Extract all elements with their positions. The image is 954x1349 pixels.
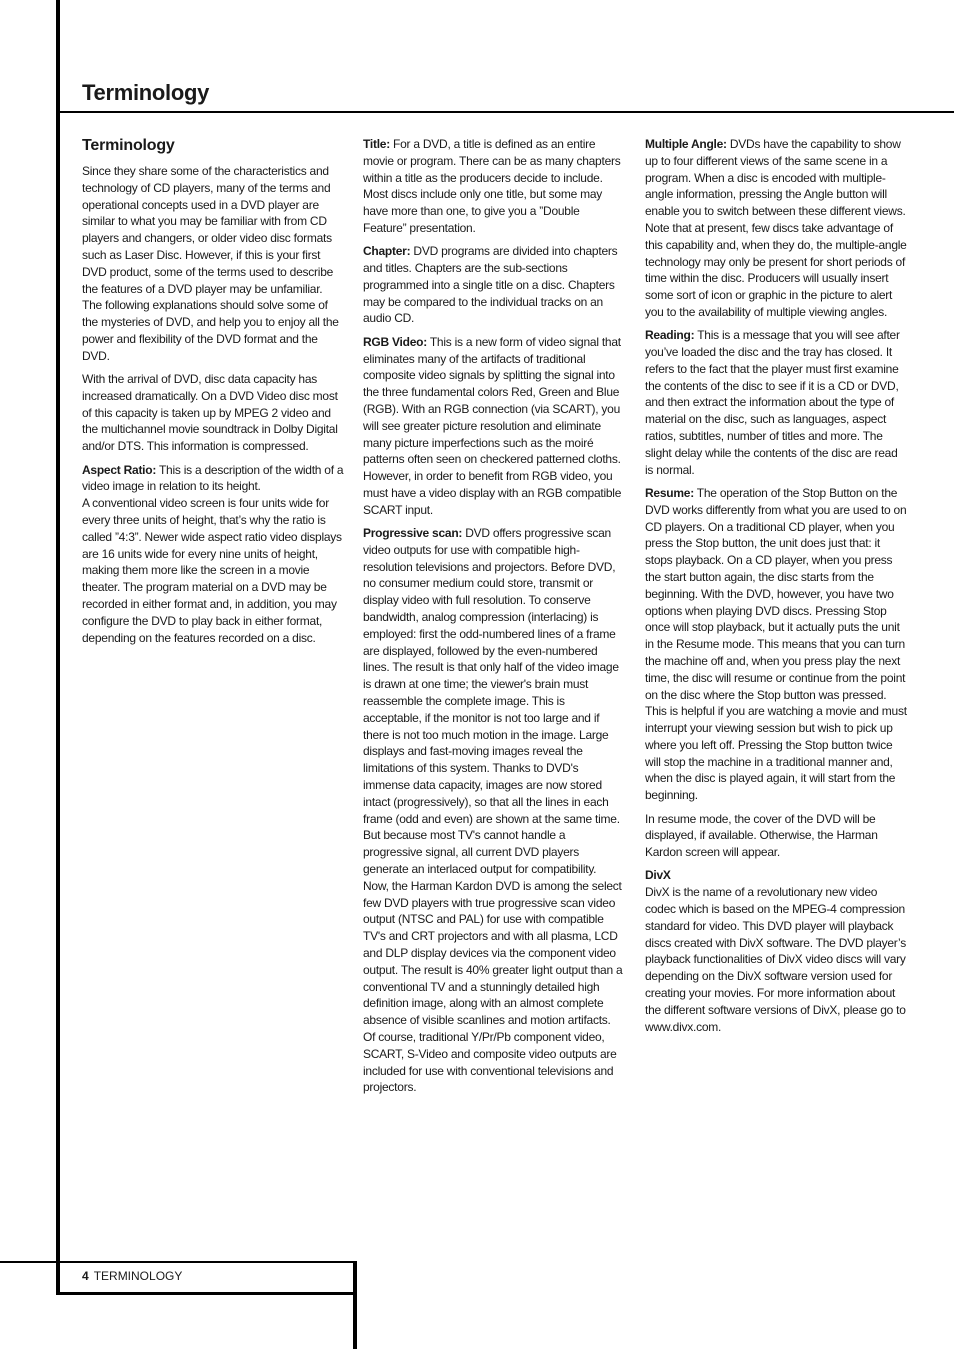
resume-text: The operation of the Stop Button on the DVD works differently from what you are used to on CD players. On a traditional CD player, when you press the Stop button, the unit does just that: it stops playback. On a CD player, when you press the start button again, the disc starts from the beginning. With the DVD, however, you have two options when playing DVD discs. Pressing Stop once will stop playback, but it actually puts the unit in the Resume mode. This means that you can turn the machine off and, when you press play the next time, the disc will resume or continue from the point on the disc where the Stop button was pressed. This is helpful if you are watching a movie and must interrupt your viewing session but wish to pick up where you left off. Pressing the Stop button twice will stop the machine in a traditional manner and, when the disc is played again, it will start from the beginning. (645, 485, 907, 803)
column-2 (363, 136, 625, 1103)
resume-term: Resume: (645, 485, 694, 500)
header-rule (58, 111, 954, 113)
reading-term: Reading: (645, 328, 695, 343)
divx-term: DivX (645, 868, 671, 883)
rgb-video-entry (363, 334, 625, 519)
reading-text: This is a message that you will see after you’ve loaded the disc and the tray has closed. It refers to the fact that the player must first examine the contents of the disc to see if it is a CD or DVD, and then extract the information about the type of material on the disc, such as languages, aspect ratios, subtitles, number of titles and more. The slight delay while the contents of the disc are read is normal. (645, 328, 900, 477)
section-heading: Terminology (82, 137, 175, 154)
resume-mode-paragraph: In resume mode, the cover of the DVD will be displayed, if available. Otherwise, the Harman Kardon screen will appear. (645, 811, 878, 860)
resume-entry (645, 485, 907, 804)
rgb-video-term: RGB Video: (363, 334, 427, 349)
aspect-ratio-entry (82, 462, 344, 647)
intro-paragraph: Since they share some of the characteristics and technology of CD players, many of the terms and operational concepts used in a DVD player are similar to what you may be familiar with from CD players and changers, or older video disc formats such as Laser Disc. However, if this is your first DVD product, some of the terms used to describe the features of a DVD player may be unfamiliar. The following explanations should solve some of the mysteries of DVD, and help you to enjoy all the power and flexibility of the DVD format and the DVD. (82, 164, 339, 363)
column-1 (82, 136, 344, 653)
column-3 (645, 136, 907, 1042)
multiple-angle-term: Multiple Angle: (645, 137, 727, 151)
footer-rule-bottom (58, 1292, 357, 1295)
multiple-angle-text: DVDs have the capability to show up to four different views of the same scene in a program. When a disc is encoded with multiple-angle information, pressing the Angle button will enable you to switch between these different views. Note that at present, few discs take advantage of this capability and, when they do, the multiple-angle technology may only be present for short periods of time within the disc. Producers will usually insert some sort of icon or graphic in the picture to alert you to the availability of multiple viewing angles. (645, 137, 907, 319)
chapter-term: Chapter: (363, 244, 411, 259)
divx-text: DivX is the name of a revolutionary new video codec which is based on the MPEG-4 compression standard for video. This DVD player will playback discs created with DivX software. The DVD player’s playback functionalities of DivX video discs will vary depending on the DivX software version used for creating your movies. For more information about the different software versions of DivX, please go to www.divx.com. (645, 885, 906, 1034)
progressive-scan-entry (363, 525, 625, 1096)
reading-entry (645, 327, 907, 478)
page-title: Terminology (82, 80, 210, 105)
footer-rule-top (0, 1261, 357, 1263)
title-text: For a DVD, a title is defined as an entire movie or program. There can be as many chapters within a title as the producers decide to include. Most discs include only one title, but some may have more than one, to give you a ”Double Feature” presentation. (363, 137, 621, 235)
progressive-scan-text: DVD offers progressive scan video outputs for use with compatible high-resolution televisions and projectors. Before DVD, no consumer medium could store, transmit or display video with full resolution. To conserve bandwidth, analog compression (interlacing) is employed: first the odd-numbered lines of a frame are displayed, followed by the even-numbered lines. The result is that only half of the video image is drawn at one time; the viewer's brain must reassemble the complete image. This is acceptable, if the monitor is not too large and if there is not too much motion in the image. Large displays and fast-moving images reveal the limitations of this system. Thanks to DVD's immense data capacity, images are now stored intact (progressively), so that all the lines in each frame (odd and even) are shown at the same time. But because most TV's cannot handle a progressive signal, all current DVD players generate an interlaced output for compatibility. Now, the Harman Kardon DVD is among the select few DVD players with true progressive scan video output (NTSC and PAL) for use with compatible TV's and CRT projectors and with all plasma, LCD and DLP display devices via the component video output. The result is 40% greater light output than a conventional TV and a stunningly detailed high definition image, along with an almost complete absence of visible scanlines and motion artifacts. Of course, traditional Y/Pr/Pb component video, SCART, S-Video and composite video outputs are included for use with conventional televisions and projectors. (363, 526, 623, 1095)
divx-entry (645, 867, 907, 1035)
aspect-ratio-term: Aspect Ratio: (82, 462, 157, 477)
multiple-angle-entry (645, 136, 907, 321)
title-term: Title: (363, 137, 390, 151)
progressive-scan-term: Progressive scan: (363, 526, 463, 541)
page-number: 4 (82, 1269, 89, 1283)
footer-vertical-bar (353, 1261, 357, 1349)
left-margin-bar (56, 0, 60, 1295)
page-footer (82, 1268, 182, 1284)
footer-section-label: TERMINOLOGY (93, 1269, 183, 1283)
chapter-text: DVD programs are divided into chapters and titles. Chapters are the sub-sections programmed into a single title on a disc. Chapters may be compared to the individual tracks on an audio CD. (363, 244, 618, 326)
capacity-paragraph: With the arrival of DVD, disc data capacity has increased dramatically. On a DVD Video disc most of this capacity is taken up by MPEG 2 video and the multichannel movie soundtrack in Dolby Digital and/or DTS. This information is compressed. (82, 372, 338, 454)
chapter-entry (363, 243, 625, 327)
rgb-video-text: This is a new form of video signal that eliminates many of the artifacts of traditional composite video signals by splitting the signal into the three fundamental colors Red, Green and Blue (RGB). With an RGB connection (via SCART), you will see greater picture resolution and eliminate many picture imperfections such as the moiré patterns often seen on checkered patterned cloths. However, in order to benefit from RGB video, you must have a video display with an RGB compatible SCART input. (363, 334, 622, 517)
aspect-ratio-text-2: A conventional video screen is four units wide for every three units of height, that’s why the ratio is called ”4:3”. Newer wide aspect ratio video displays are 16 units wide for every nine units of height, making them more like the screen in a movie theater. The program material on a DVD may be recorded in either format and, in addition, you may configure the DVD to play back in either format, depending on the features recorded on a disc. (82, 496, 342, 645)
title-entry (363, 136, 625, 237)
aspect-ratio-text: This is a description of the width of a video image in relation to its height. (82, 462, 344, 494)
